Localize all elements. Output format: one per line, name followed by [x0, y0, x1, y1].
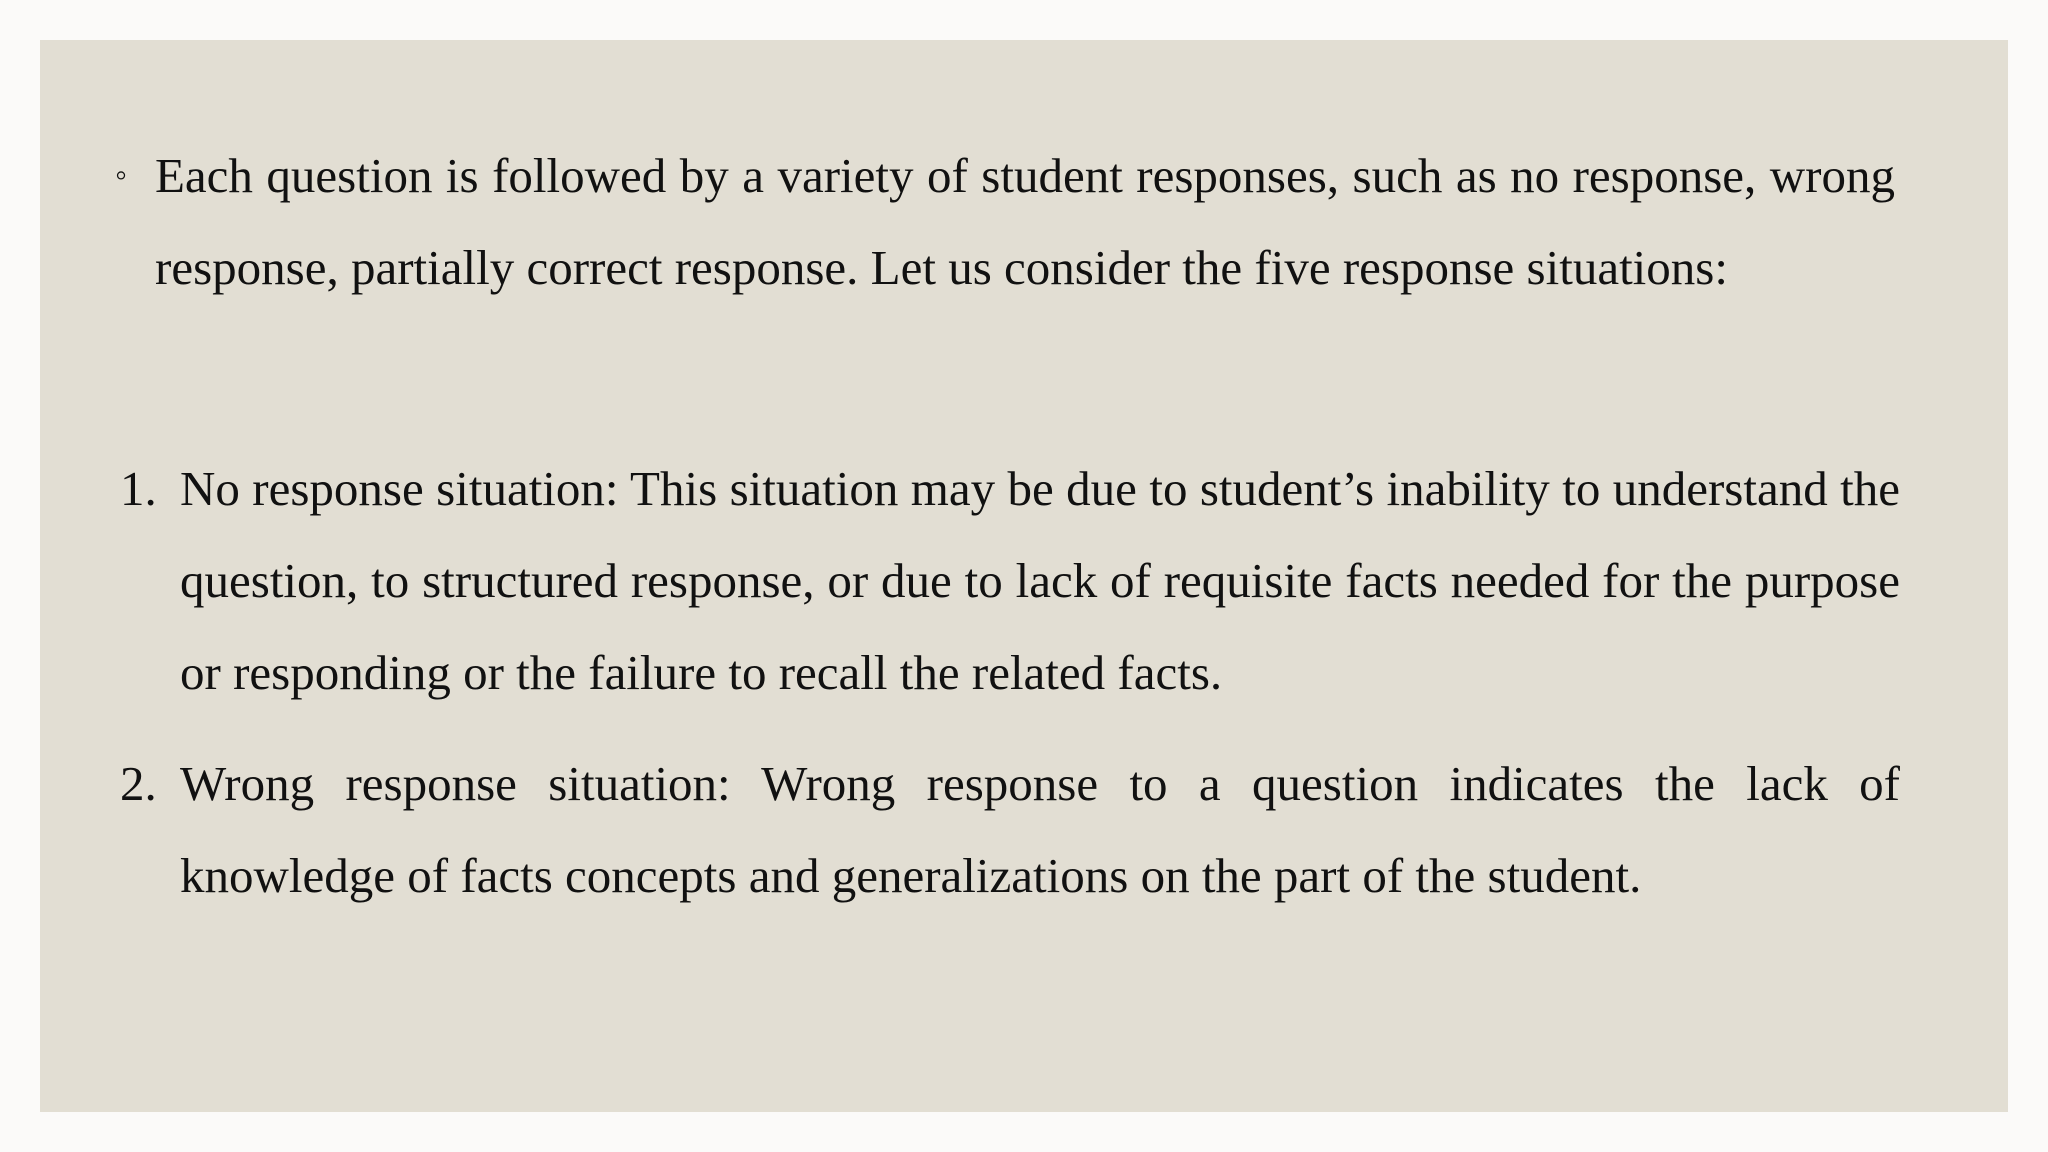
hollow-bullet-icon: ◦ [115, 157, 128, 194]
item-text: No response situation: This situation may be due to student’s inability to understand the question, to structured response, or due to lack of requisite facts needed for the purpose or responding or the failure to recall the related facts. [180, 461, 1900, 700]
slide-background [40, 40, 2008, 1112]
intro-paragraph-text: Each question is followed by a variety of student responses, such as no response, wrong response, partially correct response. Let us consider the five response situations: [155, 148, 1895, 295]
item-text: Wrong response situation: Wrong response to a question indicates the lack of knowledge of facts concepts and generalizations on the part of the student. [180, 756, 1900, 903]
item-number: 2. [120, 756, 157, 811]
item-number: 1. [120, 461, 157, 516]
